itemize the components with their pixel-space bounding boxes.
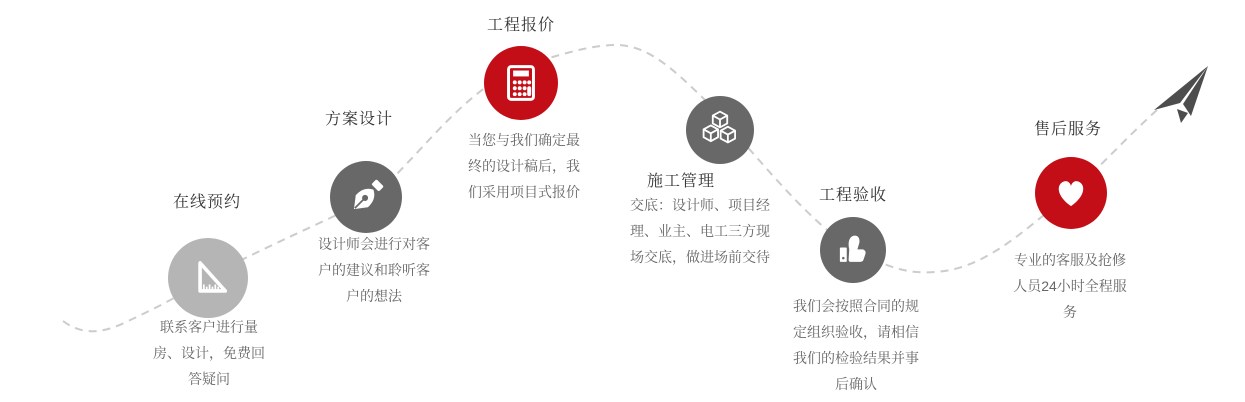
step-description: 我们会按照合同的规定组织验收，请相信我们的检验结果并事后确认 — [793, 298, 919, 392]
step-circle — [330, 161, 402, 233]
step-description: 交底：设计师、项目经理、业主、电工三方现场交底，做进场前交待 — [630, 197, 770, 265]
paper-plane-icon — [1146, 60, 1212, 139]
step-title: 工程验收 — [818, 187, 887, 204]
step-circle — [1035, 157, 1107, 229]
pen-nib-icon — [345, 176, 387, 218]
set-square-icon — [185, 255, 231, 301]
step-circle — [820, 217, 886, 283]
step-title: 工程报价 — [486, 17, 555, 34]
step-title: 售后服务 — [1033, 121, 1102, 138]
step-description: 联系客户进行量房、设计，免费回答疑问 — [153, 319, 265, 387]
heart-icon — [1050, 172, 1092, 214]
step-description: 专业的客服及抢修人员24小时全程服务 — [1013, 252, 1127, 320]
cubes-icon — [699, 109, 741, 151]
step-circle — [686, 96, 754, 164]
calculator-icon — [500, 62, 542, 104]
step-title: 方案设计 — [324, 111, 393, 128]
thumbs-up-icon — [833, 230, 873, 270]
step-circle — [168, 238, 248, 318]
step-title: 在线预约 — [172, 194, 241, 211]
step-circle — [484, 46, 558, 120]
step-description: 当您与我们确定最终的设计稿后，我们采用项目式报价 — [468, 132, 580, 200]
step-description: 设计师会进行对客户的建议和聆听客户的想法 — [318, 236, 430, 304]
step-title: 施工管理 — [646, 173, 715, 190]
